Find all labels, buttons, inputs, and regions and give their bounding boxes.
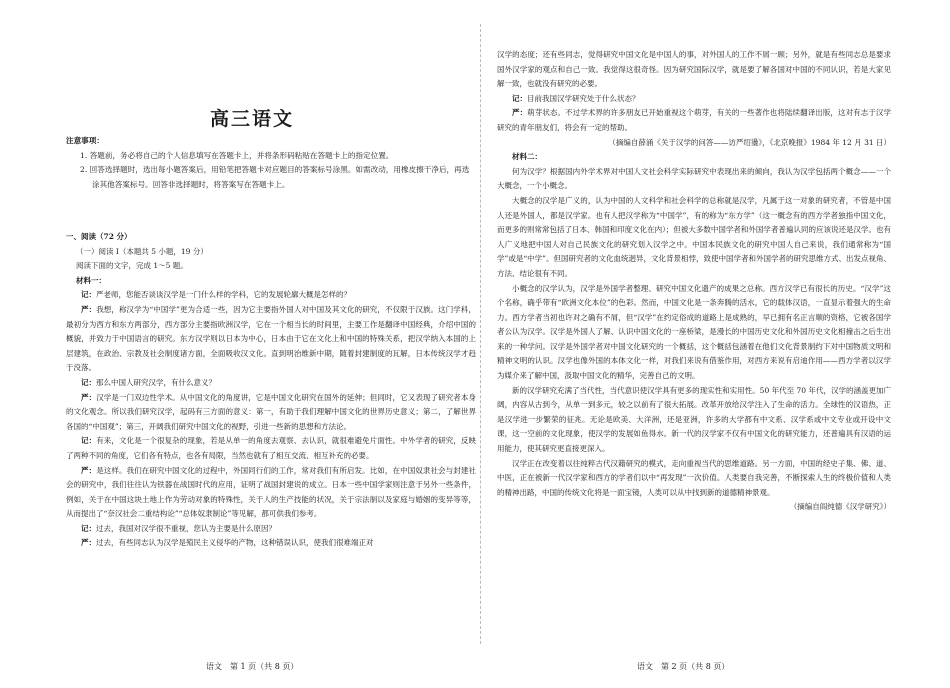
body-paragraph: 何为汉学？根据国内外学术界对中国人文社会科学实际研究中表现出来的倾向，我认为汉学包括两个概念——一个大概念，一个小概念。 — [497, 166, 891, 191]
speaker-label: 严： — [81, 304, 97, 314]
speaker-label: 记： — [81, 436, 97, 446]
notice-item: 1. 答题前，务必将自己的个人信息填写在答题卡上，并将条形码粘贴在答题卡上的指定位置。 — [80, 150, 394, 160]
material-heading: 材料二： — [512, 152, 542, 162]
dialogue-paragraph — [66, 434, 476, 463]
dialogue-paragraph — [66, 536, 476, 551]
speaker-label: 记： — [81, 290, 96, 300]
dialogue-paragraph — [66, 376, 476, 391]
continuation-paragraph — [497, 48, 891, 92]
notice-item: 2. 回答选择题时，选出每小题答案后，用铅笔把答题卡对应题目的答案标号涂黑。如需改动，用橡皮擦干净后，再选涂其他答案标号。回答非选择题时，将答案写在答题卡上。 — [80, 165, 470, 189]
instruction-text: 阅读下面的文字，完成 1～5 题。 — [76, 261, 188, 271]
notice-block — [66, 134, 476, 192]
source-citation: （摘编自阎纯德《汉学研究》） — [789, 502, 891, 512]
paragraph-text: 那么中国人研究汉学，有什么意义？ — [96, 377, 216, 387]
reading-section — [66, 230, 476, 551]
dialogue-paragraph — [66, 391, 476, 435]
speaker-label: 记： — [512, 93, 527, 103]
dialogue-paragraph — [66, 303, 476, 376]
speaker-label: 记： — [81, 377, 96, 387]
dialogue-paragraph — [497, 106, 891, 135]
body-paragraph: 大概念的汉学是广义的，认为中国的人文科学和社会科学的总称就是汉学，凡属于这一对象的研究者，不管是中国人还是外国人，都是汉学家。也有人把汉学称为“中国学”，有的称为“东方学”（这一概念有的西方学者独指中国文化，而更多的则常常包括了日本、韩国和印度文化在内）；但被大多数中国学者和外国学者普遍认同的应该说还是汉学。也有人广义地把中国人对自己民族文化的研究划入汉学之中。中国本民族文化的研究中国人自己来说，我们通常称为“国学”或是“中学”。但国研究者的文化血统迥异，文化背景相悖，致使中国学者和外国学者的研究思维方式、出发点视角、方法、结论很有不同。 — [497, 195, 891, 278]
paragraph-text: 汉学的态度；还有些同志，觉得研究中国文化是中国人的事，对外国人的工作不屑一顾；另外，就是有些同志总是要求国外汉学家的观点和自己一致。我觉得这很奇怪。因为研究国际汉学，就是要了解各国对中国的不同认识，若是大家见解一致，也就没有研究的必要。 — [497, 50, 891, 89]
body-paragraph: 小概念的汉学认为，汉学是外国学者整理、研究中国文化遗产的成果之总称。西方汉学已有很长的历史。“汉学”这个名称，确乎带有“欧洲文化本位”的色彩。然而，中国文化是一条奔腾的活水，它的载体汉语，一直显示着强大的生命力。西方学者当初也许对之确有不屑，但“汉学”在约定俗成的道路上是成熟的，早已拥有名正言顺的资格，它被各国学者公认为汉学。汉学是外国人了解、认识中国文化的一座桥梁，是漫长的中国历史文化和外国历史文化相撞击之后生出来的一种学问。汉学是外国学者对中国文化研究的一个概括，这个概括包涵着在他们文化背景制约下对中国物质文明和精神文明的认识。汉学也像外国的本体文化一样，对我们来说有借鉴作用，对西方来说有启迪作用——西方学者以汉学为媒介来了解中国，汲取中国文化的精华，完善自己的文明。 — [497, 283, 891, 381]
subsection-heading: （一）阅读 I（本题共 5 小题，19 分） — [76, 246, 208, 256]
page-right — [497, 0, 927, 688]
speaker-label: 严： — [81, 465, 97, 475]
paragraph-text: 过去，我国对汉学很不重视，您认为主要是什么原因？ — [96, 523, 276, 533]
paragraph-text: 是这样。我们在研究中国文化的过程中，外国同行们的工作，常对我们有所启发。比如，在中国奴隶社会与封建社会的研究中，我们往往认为铁器在战国时代的应用，证明了战国封建说的成立。日本一些中国学家则注意于另外一些条件，例如，关于在中国这块土地上作为劳动对象的特殊性，关于人的生产技能的状况，关于宗法制以及家庭与婚姻的变异等等，从而提出了“奈汉社会二重结构论”“总体奴隶制论”等见解，都可供我们参考。 — [66, 465, 477, 519]
notice-heading: 注意事项： — [66, 136, 104, 145]
body-paragraph: 新的汉学研究充满了当代性，当代意识使汉学具有更多的现实性和实用性。50 年代至 70 年代，汉学的涵盖更加广阔，内容从古到今，从单一到多元，较之以前有了很大拓展。改革开放给汉学注入了生命的活力。全球性的汉语热，正是汉学进一步繁荣的征兆。无论是欧美、大洋洲，还是亚洲，许多的大学都有中文系、汉学系或中文专业或开设中文课，这一空前的文化现象，使汉学的发展如鱼得水。新一代的汉学家不仅有中国文化的研究能力，还普遍具有汉语的运用能力，使其研究更直接更深入。 — [497, 385, 891, 454]
section-heading: 一、阅读（72 分） — [66, 232, 132, 241]
material-heading: 材料一： — [76, 275, 106, 285]
source-citation: （摘编自薛涌《关于汉学的问答——访严绍璗》，《北京晚报》1984 年 12 月 31 日） — [608, 137, 891, 147]
dialogue-paragraph — [66, 288, 476, 303]
paragraph-text: 汉学是一门双边性学术。从中国文化的角度讲，它是中国文化研究在国外的延伸；但同时，它又表现了研究者本身的文化观念。所以我们研究汉学，起码有三方面的意义：第一，有助于我们理解中国文化的世界历史意义；第二，了解世界各国的“中国观”；第三，开阔我们研究中国文化的视野，引进一些新的思想和方法论。 — [66, 392, 477, 431]
paragraph-text: 有来，文化是一个很复杂的现象，若是从单一的角度去观察、去认识，就很难避免片面性。中外学者的研究，反映了两种不同的角度，它们各有特点，也各有局限，当然也就有了相互交流、相互补充的必要。 — [66, 436, 477, 460]
page-left — [52, 0, 482, 688]
paragraph-text: 目前我国汉学研究处于什么状态？ — [527, 93, 640, 103]
speaker-label: 严： — [81, 392, 97, 402]
dialogue-paragraph — [66, 522, 476, 537]
page-title: 高三语文 — [209, 108, 294, 130]
speaker-label: 严： — [512, 108, 528, 118]
page-footer: 语文 第 2 页（共 8 页） — [637, 662, 730, 671]
paragraph-text: 严老师，您能否谈谈汉学是一门什么样的学科，它的发展轮廓大概是怎样的？ — [96, 290, 351, 300]
paragraph-text: 我想，称汉学为“中国学”更为合适一些，因为它主要指外国人对中国及其文化的研究，不仅限于汉族。这门学科，最初分为西方和东方两部分，西方部分主要指欧洲汉学，它在一个相当长的时间里，主要工作是翻译中国经典，介绍中国的概貌，并致力于中国语言的研究。东方汉学则以日本为中心，日本由于它在文化上和中国的特殊关系，把汉学纳入本国的上层建筑，在政治、宗教及社会制度诸方面，全面吸收汉文化。直到明治维新中期，随着封建制度的瓦解，日本传统汉学才趋于没落。 — [66, 304, 476, 373]
page-footer: 语文 第 1 页（共 8 页） — [206, 662, 299, 671]
dialogue-paragraph — [66, 464, 476, 522]
speaker-label: 记： — [81, 523, 96, 533]
speaker-label: 严： — [81, 538, 96, 548]
body-paragraph: 汉学正在改变着以往纯粹古代汉籍研究的模式，走向重视当代的思维道路。另一方面，中国的经史子集、佛、道、中医，正在被新一代汉学家和西方的学者们以中“再发现”一次价值。人类要自我完善，不断探索人生的终极价值和人类的精神出路，中国的传统文化将是一面宝镜，人类可以从中找到新的道德精神景观。 — [497, 458, 891, 497]
right-column-text — [497, 48, 891, 515]
dialogue-paragraph — [497, 92, 891, 107]
paragraph-text: 萌芽状态。不过学术界的许多朋友已开始重视这个萌芽，有关的一些著作也将陆续翻译出版，这对有志于汉学研究的青年朋友们，将会有一定的帮助。 — [497, 108, 892, 132]
paragraph-text: 过去，有些同志认为汉学是殖民主义侵华的产物，这种错误认识，使我们很难端正对 — [96, 538, 374, 548]
